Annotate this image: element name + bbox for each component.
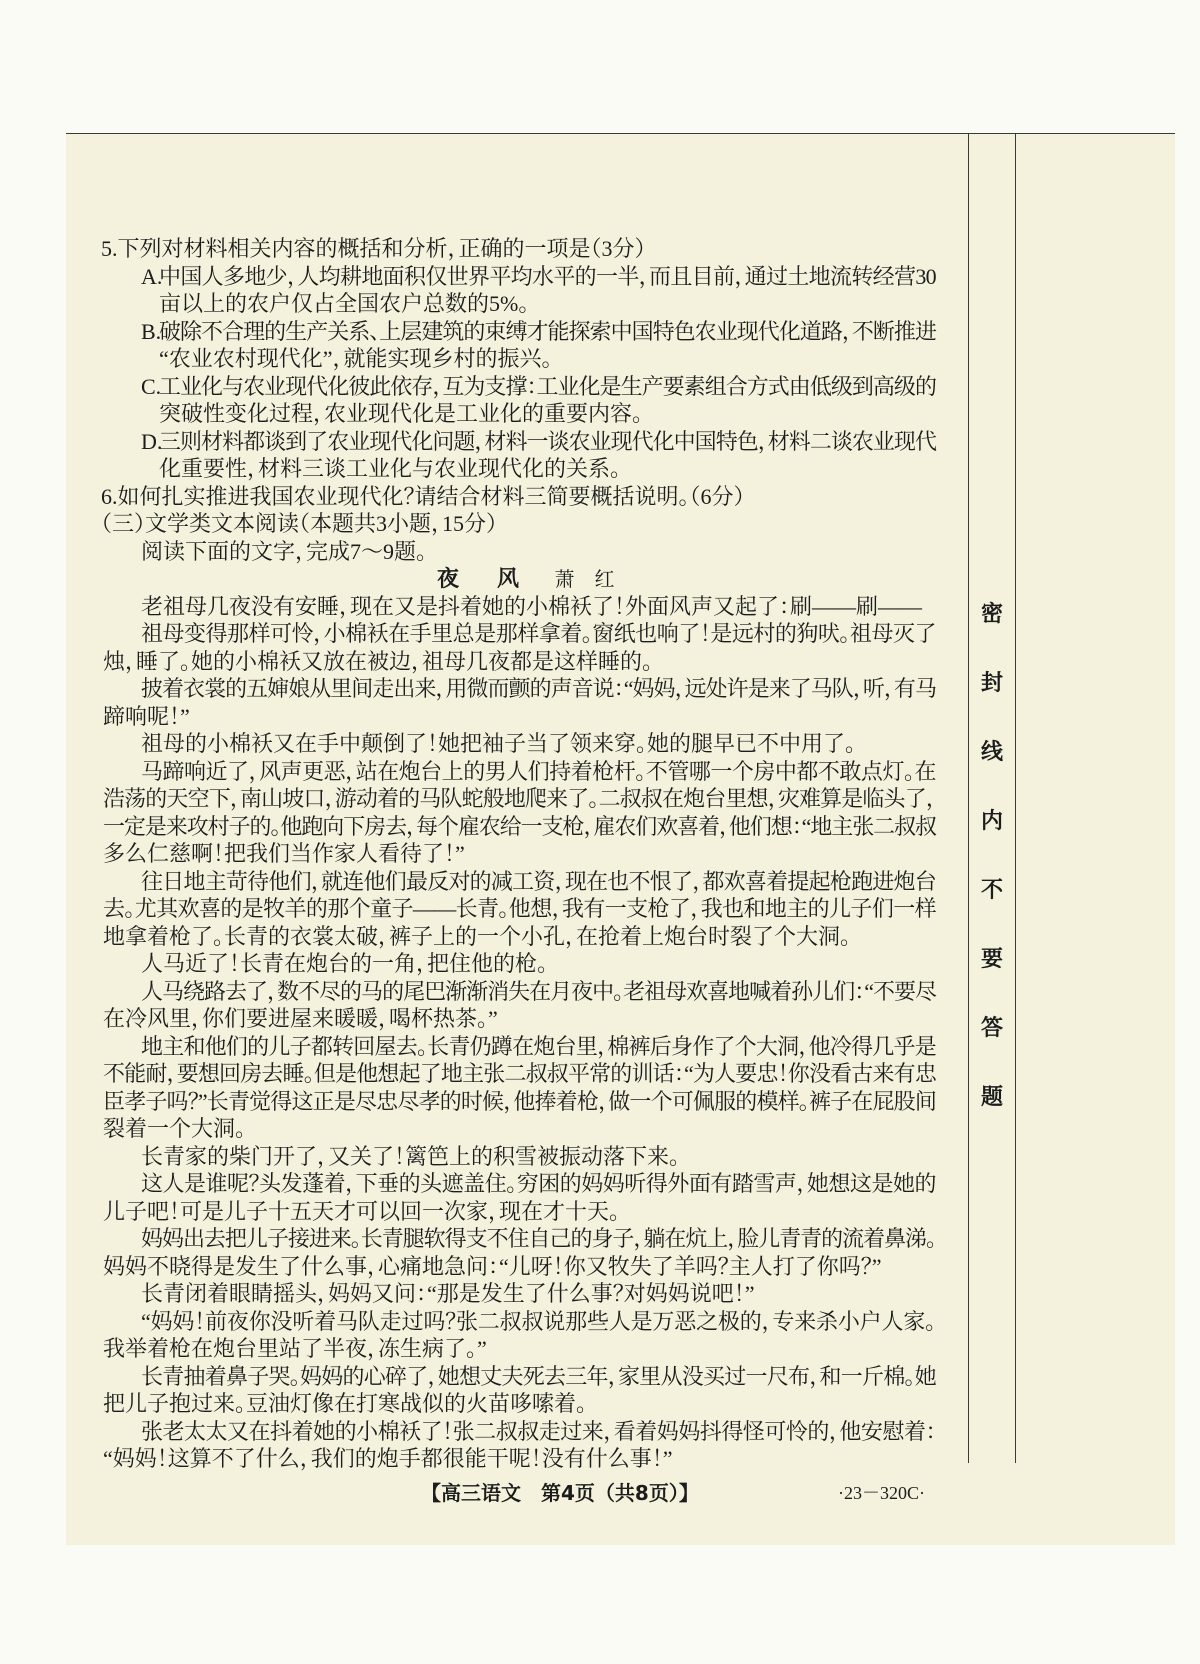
paragraph-text: 人马近了！长青在炮台的一角，把住他的枪。 [141, 951, 549, 976]
paragraph-text: 去。尤其欢喜的是牧羊的那个童子——长青。他想，我有一支枪了，我也和地主的儿子们一样 [103, 896, 936, 921]
paragraph-line [101, 1390, 936, 1418]
article-title-line [101, 565, 936, 593]
footer-page-info: 【高三语文 第4页（共8页）】 [421, 1481, 699, 1505]
paragraph-line [101, 868, 936, 896]
option-text: 工业化与农业现代化彼此依存，互为支撑：工业化是生产要素组合方式由低级到高级的 [159, 373, 936, 399]
article-paragraph [101, 1280, 936, 1308]
paragraph-text: 妈妈出去把儿子接进来。长青腿软得支不住自己的身子，躺在炕上，脸儿青青的流着鼻涕。 [141, 1226, 936, 1251]
option-a [101, 263, 936, 318]
article-paragraph [101, 730, 936, 758]
option-text: 中国人多地少，人均耕地面积仅世界平均水平的一半，而且目前，通过土地流转经营30 [159, 263, 936, 289]
paragraph-line [101, 1060, 936, 1088]
paragraph-text: 我举着枪在炮台里站了半夜，冻生病了。” [103, 1336, 487, 1361]
paragraph-text: 人马绕路去了，数不尽的马的尾巴渐渐消失在月夜中。老祖母欢喜地喊着孙儿们：“不要尽 [141, 978, 936, 1004]
paragraph-line [101, 895, 936, 923]
article-author: 萧 红 [554, 569, 615, 591]
article-paragraph [101, 1170, 936, 1225]
paragraph-line [101, 813, 936, 841]
article-paragraph [101, 593, 936, 621]
paragraph-text: 裂着一个大洞。 [103, 1116, 247, 1141]
paragraph-line [101, 620, 936, 648]
paragraph-text: 老祖母几夜没有安睡，现在又是抖着她的小棉袄了！外面风声又起了：刷——刷—— [141, 593, 923, 619]
option-text: 化重要性，材料三谈工业化与农业现代化的关系。 [159, 456, 622, 481]
article-paragraph [101, 620, 936, 675]
article-paragraph [101, 675, 936, 730]
article-paragraph [101, 868, 936, 951]
option-line [101, 318, 936, 346]
paragraph-text: 儿子吧！可是儿子十五天才可以回一次家，现在才十天。 [103, 1198, 621, 1224]
paragraph-line [101, 1033, 936, 1061]
paragraph-text: 长青家的柴门开了，又关了！篱笆上的积雪被振动落下来。 [141, 1143, 681, 1169]
paragraph-text: 这人是谁呢？头发蓬着，下垂的头遮盖住。穷困的妈妈听得外面有踏雪声，她想这是她的 [141, 1171, 936, 1196]
question-6-line [101, 483, 936, 511]
paragraph-line [101, 840, 936, 868]
top-rule [66, 133, 1175, 134]
paragraph-line [101, 758, 936, 786]
paragraph-text: 张老太太又在抖着她的小棉袄了！张二叔叔走过来，看着妈妈抖得怪可怜的，他安慰着： [141, 1418, 936, 1444]
paragraph-text: 不能耐，要想回房去睡。但是他想起了地主张二叔叔平常的训话：“为人要忠！你没看古来有忠 [103, 1061, 936, 1086]
article-paragraph [101, 1143, 936, 1171]
paragraph-text: 蹄响呢！” [103, 703, 190, 729]
paragraph-text: 把儿子抱过来。豆油灯像在打寒战似的火苗哆嗦着。 [103, 1391, 588, 1416]
paragraph-text: 多么仁慈啊！把我们当作家人看待了！” [103, 841, 465, 866]
option-c [101, 373, 936, 428]
paragraph-line [101, 785, 936, 813]
paragraph-line [101, 703, 936, 731]
footer-exam-code: ·23－320C· [838, 1483, 925, 1503]
option-text: “农业农村现代化”，就能实现乡村的振兴。 [159, 346, 553, 371]
paragraph-text: 在冷风里，你们要进屋来暖暖，喝杯热茶。” [103, 1006, 498, 1031]
paragraph-line [101, 730, 936, 758]
section-instruction: 阅读下面的文字，完成7～9题。 [141, 538, 428, 564]
option-label: B. [141, 318, 162, 344]
paragraph-text: 一定是来攻村子的。他跑向下房去，每个雇农给一支枪，雇农们欢喜着，他们想：“地主张二叔叔 [103, 813, 936, 839]
paragraph-line [101, 1335, 936, 1363]
article-paragraph [101, 950, 936, 978]
paragraph-line [101, 1225, 936, 1253]
paragraph-text: 祖母的小棉袄又在手中颠倒了！她把袖子当了领来穿。她的腿早已不中用了。 [141, 731, 857, 756]
option-text: 破除不合理的生产关系、上层建筑的束缚才能探索中国特色农业现代化道路，不断推进 [159, 318, 936, 344]
paragraph-line [101, 1143, 936, 1171]
section-heading: （三）文学类文本阅读（本题共3小题，15分） [101, 511, 498, 536]
paragraph-text: 长青闭着眼睛摇头，妈妈又问：“那是发生了什么事？对妈妈说吧！” [141, 1281, 755, 1306]
article-body [101, 593, 936, 1473]
paragraph-line [101, 1170, 936, 1198]
paragraph-line [101, 1088, 936, 1116]
option-label: D. [141, 428, 163, 454]
paragraph-text: 地主和他们的儿子都转回屋去。长青仍蹲在炮台里，棉裤后身作了个大洞，他冷得几乎是 [141, 1033, 936, 1059]
paragraph-line [101, 1253, 936, 1281]
paragraph-line [101, 1280, 936, 1308]
paragraph-line [101, 1418, 936, 1446]
paragraph-line [101, 1445, 936, 1473]
paragraph-text: “妈妈！前夜你没听着马队走过吗？张二叔叔说那些人是万恶之极的，专来杀小户人家。 [141, 1308, 936, 1334]
paragraph-text: 长青抽着鼻子哭。妈妈的心碎了，她想丈夫死去三年，家里从没买过一尺布，和一斤棉。她 [141, 1363, 936, 1389]
paragraph-text: 披着衣裳的五婶娘从里间走出来，用微而颤的声音说：“妈妈，远处许是来了马队，听，有马 [141, 676, 936, 701]
seal-char: 答 [980, 1016, 1003, 1041]
option-text: 突破性变化过程，农业现代化是工业化的重要内容。 [159, 401, 644, 426]
seal-char: 题 [980, 1085, 1003, 1110]
paragraph-line [101, 950, 936, 978]
paragraph-text: 往日地主苛待他们，就连他们最反对的减工资，现在也不恨了，都欢喜着提起枪跑进炮台 [141, 868, 936, 894]
article-paragraph [101, 1418, 936, 1473]
seal-char: 内 [980, 809, 1003, 834]
option-d [101, 428, 936, 483]
question-5-stem-line [101, 235, 936, 263]
question-5-stem: 5.下列对材料相关内容的概括和分析，正确的一项是（3分） [101, 236, 646, 261]
article-paragraph [101, 978, 936, 1033]
paragraph-text: 臣孝子吗？”长青觉得这正是尽忠尽孝的时候，他捧着枪，做一个可佩服的模样。裤子在屁股间 [103, 1088, 936, 1114]
paragraph-text: 浩荡的天空下，南山坡口，游动着的马队蛇般地爬来了。二叔叔在炮台里想，灾难算是临头了， [103, 786, 936, 811]
paragraph-text: 妈妈不晓得是发生了什么事，心痛地急问：“儿呀！你又牧失了羊吗？主人打了你吗？” [103, 1253, 882, 1279]
seal-char: 密 [980, 602, 1003, 627]
paragraph-text: 烛，睡了。她的小棉袄又放在被边，祖母几夜都是这样睡的。 [103, 648, 654, 674]
option-b [101, 318, 936, 373]
section-heading-line [101, 510, 936, 538]
paragraph-line [101, 923, 936, 951]
paragraph-line [101, 1115, 936, 1143]
option-line [101, 455, 936, 483]
paragraph-line [101, 1198, 936, 1226]
option-label: C. [141, 373, 162, 399]
option-line [101, 428, 936, 456]
seal-char: 封 [980, 671, 1003, 696]
option-label: A. [141, 263, 163, 289]
question-5-options [101, 263, 936, 483]
question-6-text: 6.如何扎实推进我国农业现代化？请结合材料三简要概括说明。（6分） [101, 483, 745, 509]
option-line [101, 400, 936, 428]
paragraph-line [101, 1308, 936, 1336]
seal-strip [969, 604, 1015, 1109]
paragraph-text: 祖母变得那样可怜，小棉袄在手里总是那样拿着。窗纸也响了！是远村的狗吠。祖母灭了 [141, 621, 936, 646]
paragraph-line [101, 593, 936, 621]
option-line [101, 373, 936, 401]
paragraph-line [101, 1363, 936, 1391]
seal-line-right [1015, 133, 1016, 1463]
paragraph-line [101, 675, 936, 703]
option-text: 亩以上的农户仅占全国农户总数的5%。 [159, 291, 530, 316]
seal-char: 线 [980, 740, 1003, 765]
paragraph-text: 马蹄响近了，风声更恶，站在炮台上的男人们持着枪杆。不管哪一个房中都不敢点灯。在 [141, 758, 936, 784]
option-line [101, 290, 936, 318]
seal-char: 不 [980, 878, 1003, 903]
paragraph-line [101, 648, 936, 676]
article-paragraph [101, 758, 936, 868]
article-paragraph [101, 1363, 936, 1418]
article-paragraph [101, 1033, 936, 1143]
exam-content [101, 235, 936, 1473]
seal-char: 要 [980, 947, 1003, 972]
paragraph-text: 地拿着枪了。长青的衣裳太破，裤子上的一个小孔，在抢着上炮台时裂了个大洞。 [103, 923, 852, 949]
paragraph-text: “妈妈！这算不了什么，我们的炮手都很能干呢！没有什么事！” [103, 1446, 673, 1471]
article-paragraph [101, 1225, 936, 1280]
article-paragraph [101, 1308, 936, 1363]
paragraph-line [101, 978, 936, 1006]
option-line [101, 263, 936, 291]
option-text: 三则材料都谈到了农业现代化问题，材料一谈农业现代化中国特色，材料二谈农业现代 [159, 428, 936, 454]
article-title: 夜 风 [437, 567, 528, 592]
paragraph-line [101, 1005, 936, 1033]
option-line [101, 345, 936, 373]
section-instruction-line [101, 538, 936, 566]
